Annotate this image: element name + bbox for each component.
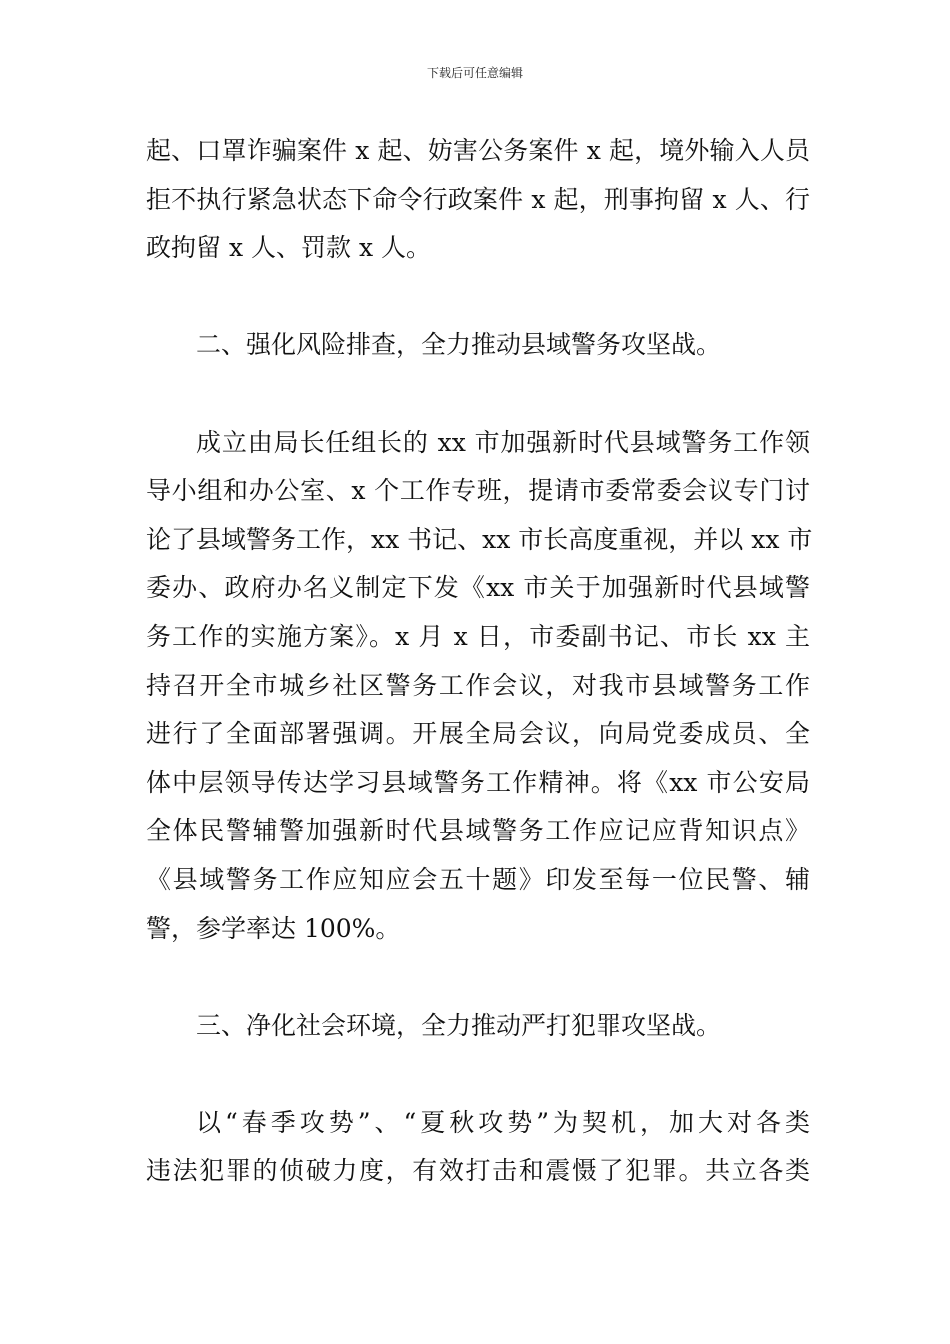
- text-line: 务工作的实施方案》。x 月 x 日，市委副书记、市长 xx 主: [146, 621, 810, 651]
- text-line: 起、口罩诈骗案件 x 起、妨害公务案件 x 起，境外输入人员: [146, 136, 810, 165]
- page-header: 下载后可任意编辑: [426, 66, 523, 80]
- text-line: 警，参学率达 100%。: [146, 913, 401, 943]
- text-line: 拒不执行紧急状态下命令行政案件 x 起，刑事拘留 x 人、行: [146, 184, 810, 214]
- text-line: 进行了全面部署强调。开展全局会议，向局党委成员、全: [146, 719, 810, 749]
- section-heading-3: 三、净化社会环境，全力推动严打犯罪攻坚战。: [196, 1010, 722, 1040]
- text-line: 委办、政府办名义制定下发《xx 市关于加强新时代县域警: [146, 573, 810, 603]
- paragraph-spacer: [146, 953, 810, 1002]
- text-line: 以“春季攻势”、“夏秋攻势”为契机，加大对各类: [196, 1107, 810, 1137]
- text-line: 违法犯罪的侦破力度，有效打击和震慑了犯罪。共立各类: [146, 1156, 810, 1186]
- text-line: 论了县域警务工作，xx 书记、xx 市长高度重视，并以 xx 市: [146, 524, 813, 554]
- text-line: 政拘留 x 人、罚款 x 人。: [146, 233, 431, 263]
- section-heading-2: 二、强化风险排查，全力推动县域警务攻坚战。: [196, 330, 722, 360]
- text-line: 全体民警辅警加强新时代县域警务工作应记应背知识点》: [146, 816, 810, 846]
- paragraph-spacer: [146, 1050, 810, 1099]
- paragraph-3: [146, 1099, 810, 1196]
- text-line: 导小组和办公室、x 个工作专班，提请市委常委会议专门讨: [146, 476, 810, 506]
- text-line: 体中层领导传达学习县域警务工作精神。将《xx 市公安局: [146, 767, 810, 797]
- paragraph-spacer: [146, 273, 810, 322]
- text-line: 《县域警务工作应知应会五十题》印发至每一位民警、辅: [146, 864, 810, 894]
- paragraph-1: [146, 127, 810, 273]
- text-line: 持召开全市城乡社区警务工作会议，对我市县域警务工作: [146, 670, 810, 700]
- paragraph-2: [146, 419, 813, 954]
- document-body: [146, 127, 813, 1196]
- paragraph-spacer: [146, 370, 810, 419]
- text-line: 成立由局长任组长的 xx 市加强新时代县域警务工作领: [196, 427, 810, 457]
